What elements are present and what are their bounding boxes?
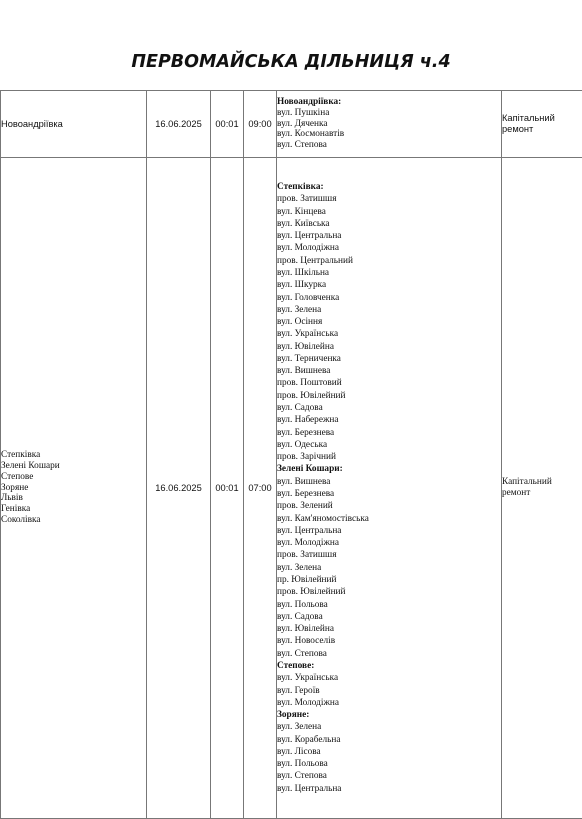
page-title: ПЕРВОМАЙСЬКА ДІЛЬНИЦЯ ч.4 — [0, 52, 582, 72]
street-item: вул. Вишнева — [277, 365, 501, 377]
settlement-name: Соколівка — [1, 515, 146, 526]
street-item: вул. Київська — [277, 218, 501, 230]
street-item: вул. Кам'яномостівська — [277, 513, 501, 525]
time-to-cell: 07:00 — [244, 158, 277, 819]
settlements-cell — [1, 91, 147, 158]
street-item: вул. Вишнева — [277, 476, 501, 488]
street-item: вул. Польова — [277, 599, 501, 611]
date-cell: 16.06.2025 — [147, 91, 211, 158]
time-from-cell: 00:01 — [211, 158, 244, 819]
street-item: вул. Центральна — [277, 783, 501, 795]
street-item: пров. Зарічний — [277, 451, 501, 463]
street-item: вул. Корабельна — [277, 734, 501, 746]
street-item: вул. Осіння — [277, 316, 501, 328]
street-item: вул. Зелена — [277, 304, 501, 316]
reason-cell: Капітальний ремонт — [502, 158, 582, 819]
street-item: вул. Кінцева — [277, 206, 501, 218]
street-item: пров. Зелений — [277, 500, 501, 512]
street-item: пров. Ювілейний — [277, 586, 501, 598]
street-item: вул. Молодіжна — [277, 537, 501, 549]
street-item: вул. Березнева — [277, 427, 501, 439]
settlement-name: Генівка — [1, 504, 146, 515]
street-item: вул. Центральна — [277, 230, 501, 242]
street-item: вул. Молодіжна — [277, 242, 501, 254]
street-item: вул. Степова — [277, 140, 501, 151]
street-item: пр. Ювілейний — [277, 574, 501, 586]
street-item: вул. Українська — [277, 328, 501, 340]
settlement-name: Новоандріївка — [1, 119, 146, 130]
streets-cell — [277, 158, 502, 819]
outage-table-body — [1, 91, 582, 819]
street-item: вул. Садова — [277, 402, 501, 414]
street-item: пров. Центральний — [277, 255, 501, 267]
street-item: вул. Одеська — [277, 439, 501, 451]
street-item: пров. Ювілейний — [277, 390, 501, 402]
street-item: вул. Зелена — [277, 721, 501, 733]
street-item: вул. Лісова — [277, 746, 501, 758]
street-item: вул. Героїв — [277, 685, 501, 697]
street-item: вул. Степова — [277, 770, 501, 782]
street-item: вул. Терниченка — [277, 353, 501, 365]
street-item: пров. Затишшя — [277, 549, 501, 561]
settlement-name: Львів — [1, 493, 146, 504]
street-item: вул. Садова — [277, 611, 501, 623]
street-item: вул. Шкурка — [277, 279, 501, 291]
street-item: вул. Пушкіна — [277, 108, 501, 119]
street-item: вул. Головченка — [277, 292, 501, 304]
time-to-cell: 09:00 — [244, 91, 277, 158]
street-item: вул. Центральна — [277, 525, 501, 537]
table-row — [1, 91, 582, 158]
street-item: вул. Новоселів — [277, 635, 501, 647]
date-cell: 16.06.2025 — [147, 158, 211, 819]
street-item: вул. Набережна — [277, 414, 501, 426]
settlements-cell — [1, 158, 147, 819]
outage-table — [0, 90, 582, 819]
street-item: вул. Українська — [277, 672, 501, 684]
section-name: Зелені Кошари: — [277, 463, 501, 475]
streets-cell — [277, 91, 502, 158]
street-item: вул. Польова — [277, 758, 501, 770]
settlement-name: Степківка — [1, 450, 146, 461]
street-item: вул. Дяченка — [277, 119, 501, 130]
street-item: пров. Поштовий — [277, 377, 501, 389]
settlement-name: Степове — [1, 472, 146, 483]
time-from-cell: 00:01 — [211, 91, 244, 158]
street-item: вул. Ювілейна — [277, 341, 501, 353]
section-name: Зоряне: — [277, 709, 501, 721]
street-item: вул. Зелена — [277, 562, 501, 574]
table-row — [1, 158, 582, 819]
street-item: вул. Шкільна — [277, 267, 501, 279]
reason-cell: Капітальний ремонт — [502, 91, 582, 158]
settlement-name: Зоряне — [1, 483, 146, 494]
street-item: вул. Березнева — [277, 488, 501, 500]
street-item: вул. Ювілейна — [277, 623, 501, 635]
settlement-name: Зелені Кошари — [1, 461, 146, 472]
street-item: вул. Космонавтів — [277, 129, 501, 140]
section-name: Степківка: — [277, 181, 501, 193]
section-name: Новоандріївка: — [277, 97, 501, 108]
street-item: пров. Затишшя — [277, 193, 501, 205]
street-item: вул. Молодіжна — [277, 697, 501, 709]
section-name: Степове: — [277, 660, 501, 672]
street-item: вул. Степова — [277, 648, 501, 660]
